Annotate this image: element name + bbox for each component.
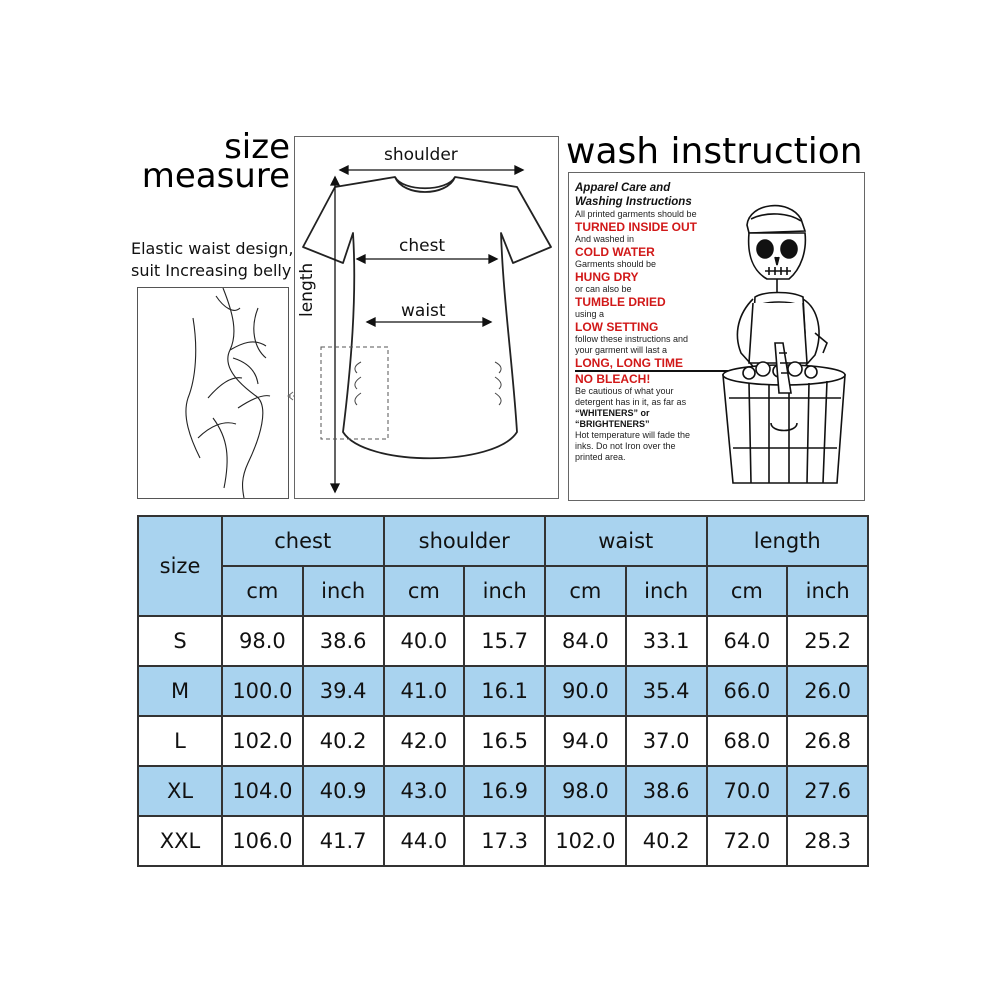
table-cell: 41.0 (384, 666, 465, 716)
size-measure-title (140, 127, 290, 196)
table-row-s (138, 616, 868, 666)
size-cell: L (138, 716, 222, 766)
size-cell: S (138, 616, 222, 666)
table-cell: 38.6 (626, 766, 707, 816)
unit-header: cm (384, 566, 465, 616)
table-cell: 70.0 (707, 766, 788, 816)
belly-sketch-illustration (138, 288, 288, 498)
table-cell: 28.3 (787, 816, 868, 866)
table-cell: 102.0 (222, 716, 303, 766)
unit-header: inch (464, 566, 545, 616)
table-cell: 102.0 (545, 816, 626, 866)
care-line: All printed garments should be (575, 209, 697, 219)
size-measure-line1: size (224, 127, 290, 167)
shirt-measurement-diagram (294, 136, 559, 499)
table-cell: 37.0 (626, 716, 707, 766)
care-red-line: LONG, LONG TIME (575, 356, 730, 372)
unit-header: cm (707, 566, 788, 616)
table-cell: 44.0 (384, 816, 465, 866)
care-text-block (575, 181, 730, 463)
table-cell: 106.0 (222, 816, 303, 866)
table-row-xxl (138, 816, 868, 866)
care-red-line: HUNG DRY (575, 270, 639, 284)
size-column-header: size (138, 516, 222, 616)
table-row-xl (138, 766, 868, 816)
table-cell: 64.0 (707, 616, 788, 666)
care-red-line: TUMBLE DRIED (575, 295, 666, 309)
table-cell: 98.0 (545, 766, 626, 816)
unit-header: cm (222, 566, 303, 616)
table-cell: 104.0 (222, 766, 303, 816)
table-cell: 35.4 (626, 666, 707, 716)
care-line: Hot temperature will fade the (575, 430, 691, 440)
unit-header: inch (626, 566, 707, 616)
waist-group-header: waist (545, 516, 707, 566)
table-cell: 39.4 (303, 666, 384, 716)
unit-header: cm (545, 566, 626, 616)
size-measure-line2: measure (141, 156, 290, 196)
chest-label: chest (399, 236, 446, 256)
table-cell: 40.2 (626, 816, 707, 866)
care-red-line: LOW SETTING (575, 320, 659, 334)
table-cell: 40.0 (384, 616, 465, 666)
unit-header: inch (787, 566, 868, 616)
table-cell: 16.5 (464, 716, 545, 766)
table-cell: 100.0 (222, 666, 303, 716)
size-chart-table (137, 515, 869, 867)
care-line: Garments should be (575, 259, 657, 269)
table-cell: 72.0 (707, 816, 788, 866)
size-cell: XL (138, 766, 222, 816)
size-cell: XXL (138, 816, 222, 866)
care-line: printed area. (575, 452, 626, 462)
unit-header: inch (303, 566, 384, 616)
table-unit-row (138, 566, 868, 616)
elastic-note-line1: Elastic waist design, (131, 239, 294, 258)
skeleton-washing-illustration (719, 193, 859, 493)
waist-label: waist (401, 301, 446, 321)
table-cell: 27.6 (787, 766, 868, 816)
table-cell: 94.0 (545, 716, 626, 766)
wash-instruction-title: wash instruction (566, 131, 863, 172)
care-line: detergent has in it, as far as (575, 397, 687, 407)
care-quote-line: “WHITENERS” or (575, 408, 650, 418)
table-cell: 16.9 (464, 766, 545, 816)
table-cell: 25.2 (787, 616, 868, 666)
table-cell: 16.1 (464, 666, 545, 716)
care-line: your garment will last a (575, 345, 668, 355)
care-quote-line: “BRIGHTENERS” (575, 419, 650, 429)
elastic-note-line2: suit Increasing belly (131, 261, 292, 280)
table-cell: 15.7 (464, 616, 545, 666)
table-cell: 26.0 (787, 666, 868, 716)
care-line: Be cautious of what your (575, 386, 674, 396)
care-red-line: NO BLEACH! (575, 372, 651, 386)
table-row-l (138, 716, 868, 766)
table-cell: 26.8 (787, 716, 868, 766)
care-line: follow these instructions and (575, 334, 689, 344)
shoulder-label: shoulder (384, 145, 458, 165)
table-cell: 38.6 (303, 616, 384, 666)
shoulder-group-header: shoulder (384, 516, 546, 566)
table-cell: 90.0 (545, 666, 626, 716)
care-heading-line2: Washing Instructions (575, 196, 692, 208)
care-red-line: TURNED INSIDE OUT (575, 220, 698, 234)
table-cell: 40.9 (303, 766, 384, 816)
care-line: using a (575, 309, 605, 319)
table-cell: 42.0 (384, 716, 465, 766)
table-cell: 68.0 (707, 716, 788, 766)
length-label: length (297, 262, 317, 317)
care-red-line: COLD WATER (575, 245, 655, 259)
care-heading-line1: Apparel Care and (575, 182, 671, 194)
size-cell: M (138, 666, 222, 716)
table-header-row (138, 516, 868, 566)
care-line: or can also be (575, 284, 632, 294)
care-line: And washed in (575, 234, 635, 244)
table-cell: 40.2 (303, 716, 384, 766)
table-cell: 43.0 (384, 766, 465, 816)
care-line: inks. Do not Iron over the (575, 441, 676, 451)
table-cell: 66.0 (707, 666, 788, 716)
table-cell: 41.7 (303, 816, 384, 866)
care-instructions-card (568, 172, 865, 501)
table-row-m (138, 666, 868, 716)
chest-group-header: chest (222, 516, 384, 566)
table-cell: 84.0 (545, 616, 626, 666)
belly-detail-panel (137, 287, 289, 499)
table-cell: 33.1 (626, 616, 707, 666)
length-group-header: length (707, 516, 869, 566)
table-cell: 98.0 (222, 616, 303, 666)
elastic-waist-note (131, 238, 301, 282)
table-cell: 17.3 (464, 816, 545, 866)
